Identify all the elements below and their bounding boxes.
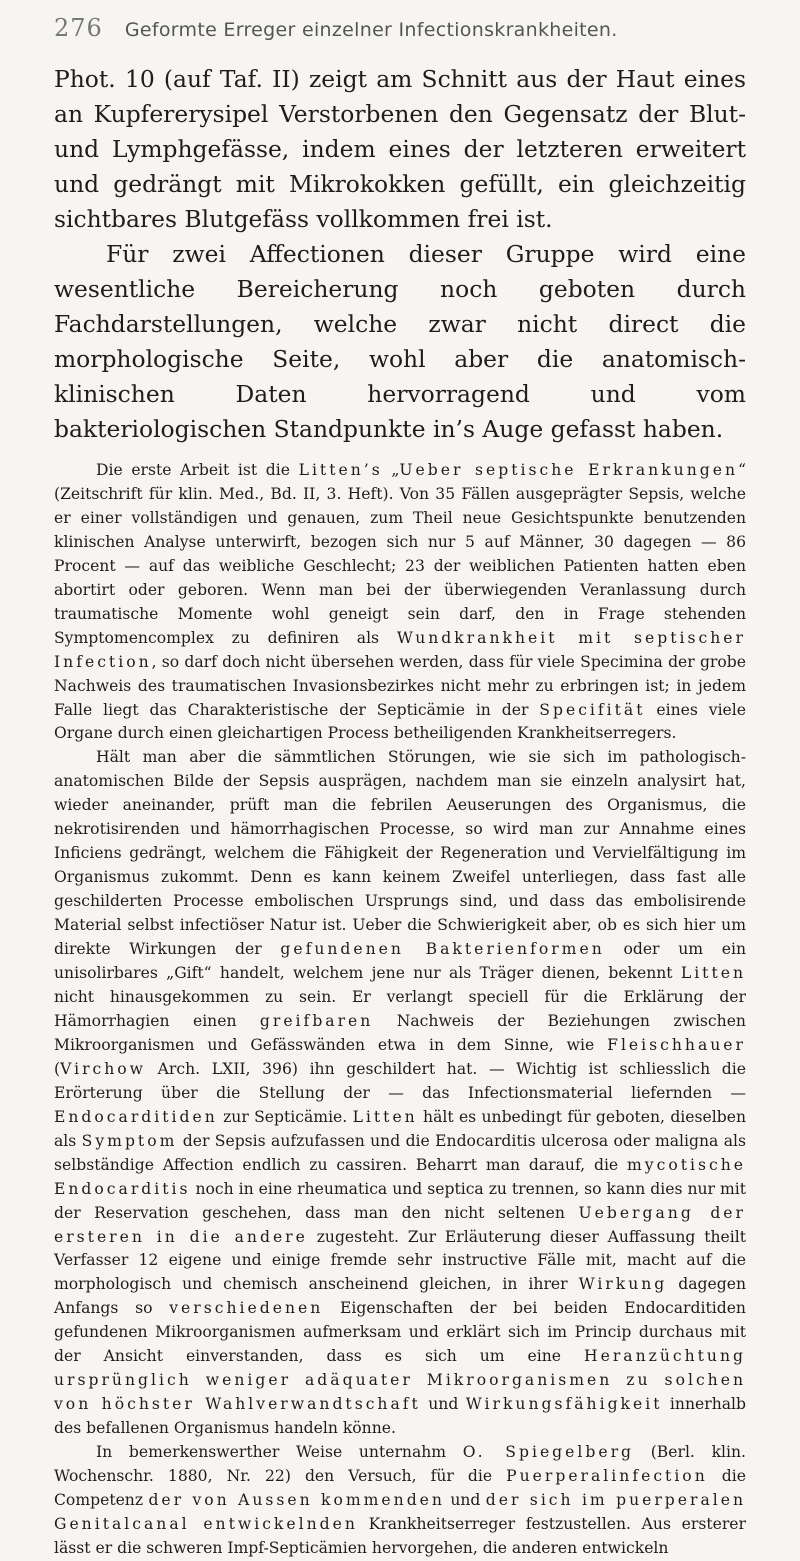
emphasis-term: Uebergang der ersteren in die andere <box>54 1203 746 1246</box>
emphasis-term: Specifität <box>539 700 646 719</box>
text-run: die Competenz <box>54 1467 746 1509</box>
emphasis-term: Heranzüchtung ursprünglich weniger adäquater Mikroorganismen zu solchen von höchster Wahlverwandtschaft <box>54 1347 746 1414</box>
emphasis-term: der sich im puerperalen Genitalcanal entwickelnden <box>54 1490 747 1533</box>
emphasis-term: greifbaren <box>259 1011 374 1030</box>
author-name: Fleischhauer <box>607 1035 746 1054</box>
text-run: und <box>420 1395 466 1414</box>
emphasis-term: verschiedenen <box>169 1299 324 1318</box>
page-header <box>54 14 746 42</box>
text-run: ( <box>54 1059 61 1078</box>
author-name: Virchow <box>60 1059 147 1078</box>
text-run: “ (Zeitschrift für klin. Med., Bd. II, 3. Heft). Von 35 Fällen ausgeprägter Sepsis, welche er einer vollständigen und genauen, zum Theil neue Gesichtspunkte benutzenden klinischen Analyse unterwirft, bezogen sich nur 5 auf Männer, 30 dagegen — 86 Procent — auf das weibliche Geschlecht; 23 der weiblichen Patienten hatten eben abortirt oder geboren. Wenn man bei der überwiegenden Veranlassung durch traumatische Momente wohl geneigt sein darf, den in Frage stehenden Symptomencomplex zu definiren als <box>54 461 746 647</box>
text-run: Arch. LXII, 396) ihn geschildert hat. — Wichtig ist schliesslich die Erörterung über die Stellung der — das Infectionsmaterial liefernden — <box>54 1059 746 1102</box>
emphasis-term: Puerperalinfection <box>506 1467 708 1486</box>
text-run: zugesteht. Zur Erläuterung dieser Auffassung theilt Verfasser 12 eigene und einige fremde sehr instructive Fälle mit, macht auf die morphologisch und chemisch anscheinend gleichen, in ihrer <box>54 1227 746 1294</box>
text-run: zur Septicämie. <box>217 1107 353 1126</box>
emphasis-term: Wirkung <box>578 1275 668 1294</box>
text-run: Nachweis der Beziehungen zwischen Mikroorganismen und Gefässwänden etwa in dem Sinne, wie <box>54 1011 746 1054</box>
text-run: (Berl. klin. Wochenschr. 1880, Nr. 22) den Versuch, für die <box>54 1443 746 1486</box>
emphasis-term: Wirkungsfähigkeit <box>465 1395 663 1414</box>
lead-paragraph-affections: Für zwei Affectionen dieser Gruppe wird eine wesentliche Bereicherung noch geboten durch Fachdarstellungen, welche zwar nicht direct die morphologische Seite, wohl aber die anatomisch-klinischen Daten hervorragend und vom bakteriologischen Standpunkte in’s Auge gefasst haben. <box>54 240 746 443</box>
page-number: 276 <box>54 14 103 42</box>
text-run: innerhalb des befallenen Organismus handeln könne. <box>54 1395 747 1438</box>
text-run: oder um ein unisolirbares „Gift“ handelt, welchem jene nur als Träger dienen, bekennt <box>54 940 746 983</box>
running-title: Geformte Erreger einzelner Infectionskrankheiten. <box>124 19 618 41</box>
emphasis-term: Endocarditiden <box>54 1107 218 1126</box>
emphasis-term: gefundenen Bakterienformen <box>280 940 605 959</box>
text-run: hält es unbedingt für geboten, dieselben als <box>54 1107 746 1150</box>
text-run: Die erste Arbeit ist die <box>96 461 299 479</box>
text-run: und <box>444 1490 486 1509</box>
emphasis-term: der von Aussen kommenden <box>148 1490 445 1509</box>
author-name: Litten <box>680 964 746 983</box>
lead-section <box>54 62 746 447</box>
body-paragraph-sepsis-analysis <box>54 746 746 1441</box>
author-name: Litten <box>352 1107 418 1126</box>
text-run: In bemerkenswerther Weise unternahm <box>96 1443 463 1462</box>
text-run: , so darf doch nicht übersehen werden, dass für viele Specimina der grobe Nachweis des traumatischen Invasionsbezirkes nicht mehr zu erbringen ist; in jedem Falle liegt das Charakteristische der Septicämie in der <box>54 652 746 719</box>
text-run: eines viele Organe durch einen gleichartigen Process betheiligenden Krankheitserregers. <box>54 700 747 743</box>
text-run: „ <box>382 461 400 479</box>
body-paragraph-litten <box>54 459 746 746</box>
article-title: Ueber septische Erkrankungen <box>399 461 739 479</box>
text-run: noch in eine rheumatica und septica zu trennen, so kann dies nur mit der Reservation geschehen, dass man den nicht seltenen <box>54 1179 746 1222</box>
text-run: dagegen Anfangs so <box>54 1275 746 1318</box>
text-run: nicht hinausgekommen zu sein. Er verlangt speciell für die Erklärung der Hämorrhagien einen <box>54 987 746 1030</box>
text-run: Eigenschaften der bei beiden Endocarditiden gefundenen Mikroorganismen aufmerksam und erklärt sich im Princip durchaus mit der Ansicht einverstanden, dass es sich um eine <box>54 1299 746 1366</box>
author-name: Litten’s <box>298 461 383 479</box>
body-paragraph-spiegelberg <box>54 1441 746 1561</box>
emphasis-term: mycotische Endocarditis <box>54 1155 746 1198</box>
text-run: Hält man aber die sämmtlichen Störungen, wie sie sich im pathologisch-anatomischen Bilde der Sepsis ausprägen, nachdem man sie einzeln analysirt hat, wieder aneinander, prüft man die febrilen Aeuserungen des Organismus, die nekrotisirenden und hämorrhagischen Processe, so wird man zur Annahme eines Inficiens gedrängt, welchem die Fähigkeit der Regeneration und Vervielfältigung im Organismus zukommt. Denn es kann keinem Zweifel unterliegen, dass fast alle geschilderten Processe embolischen Ursprungs sind, und dass das embolisirende Material selbst infectiöser Natur ist. Ueber die Schwierigkeit aber, ob es sich hier um direkte Wirkungen der <box>54 748 746 959</box>
emphasis-term: Symptom <box>81 1131 178 1150</box>
text-run: Krankheitserreger festzustellen. Aus ersterer lässt er die schweren Impf-Septicämien hervorgehen, die anderen entwickeln <box>54 1514 746 1557</box>
author-name: O. Spiegelberg <box>462 1443 635 1462</box>
emphasis-term: Wundkrankheit mit septischer Infection <box>54 628 746 671</box>
body-section <box>54 459 746 1561</box>
lead-paragraph-photo-description: Phot. 10 (auf Taf. II) zeigt am Schnitt aus der Haut eines an Kupfererysipel Verstorbenen den Gegensatz der Blut- und Lymphgefässe, indem eines der letzteren erweitert und gedrängt mit Mikrokokken gefüllt, ein gleichzeitig sichtbares Blutgefäss vollkommen frei ist. <box>54 65 746 233</box>
text-run: der Sepsis aufzufassen und die Endocarditis ulcerosa oder maligna als selbständige Affection endlich zu cassiren. Beharrt man darauf, die <box>54 1131 746 1174</box>
